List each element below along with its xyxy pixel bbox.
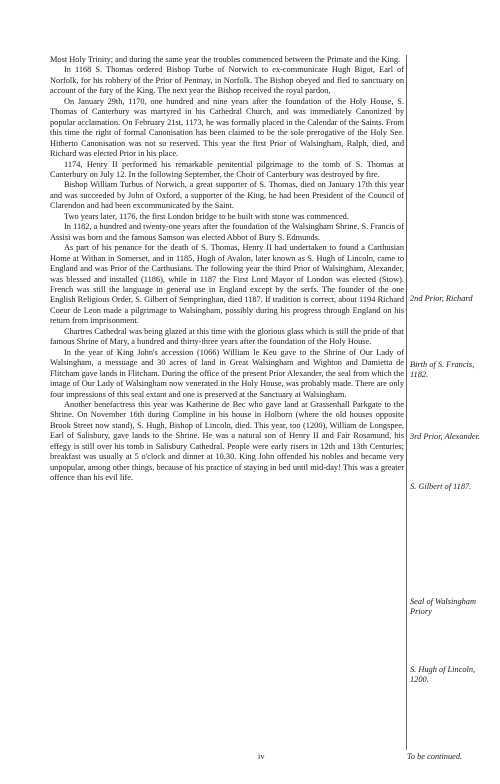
paragraph: Another benefactress this year was Katherine de Bec who gave land at Grassenhall Parkgate to the Shrine. On November 16th during Compline in his house in Holborn (where the old houses opposite Brook Street now stand), S. Hugh, Bishop of Lincoln, died. This year, too (1200), William de Longspee, Earl of Salisbury, gave lands to the Shrine. He was a natural son of Henry II and Fair Rosamund, his effegy is still over his tomb in Salisbury Cathedral. People were early risers in 12th and 13th Centuries; breakfast was usually at 5 o'clock and dinner at 10.30. King John offended his nobles and became very unpopular, among other things, because of his practice of staying in bed until mid-day! This was a greater offence than his evil life. <box>50 399 404 483</box>
paragraph: Bishop William Turbus of Norwich, a great supporter of S. Thomas, died on January 17th this year and was succeeded by John of Oxford, a supporter of the King, he had been President of the Council of Clarendon and had been excommunicated by the Saint. <box>50 180 404 211</box>
continued-note: To be continued. <box>407 752 463 761</box>
paragraph: As part of his penance for the death of S. Thomas, Henry II had undertaken to found a Carthusian Home at Withan in Somerset, and in 1185, Hugh of Avalon, later known as S. Hugh of Lincoln, came to England and was Prior of the Carthusians. The following year the third Prior of Walsingham, Alexander, was blessed and installed (1186), while in 1187 the First Lord Mayor of London was elected (Stow). French was still the language in general use in England except by the serfs. The founder of the one English Religious Order, S. Gilbert of Sempringhan, died 1187. If tradition is correct, about 1194 Richard Coeur de Leon made a pilgrimage to Walsingham, possibly during his progress through England on his return from imprisonment. <box>50 243 404 326</box>
paragraph: Two years later, 1176, the first London bridge to be built with stone was commenced. <box>64 211 349 221</box>
paragraph: On January 29th, 1170, one hundred and nine years after the foundation of the Holy House, S. Thomas of Canterbury was martyred in his Cathedral Church, and was immediately Canonized by popular acclamation. On February 21st, 1173, he was formally placed in the Calendar of the Saints. From this time the right of formal Canonisation has been claimed to be the sole prerogative of the Holy See. Hitherto Canonisation was not so reserved. This year the first Prior of Walsingham, Ralph, died, and Richard was elected Prior in his place. <box>50 96 404 159</box>
margin-note-2nd-prior: 2nd Prior, Richard <box>410 294 473 303</box>
margin-divider <box>406 55 407 750</box>
margin-note-seal: Seal of Walsingham Priory <box>410 597 476 617</box>
main-text-column <box>50 55 404 484</box>
paragraph: Most Holy Trinity; and during the same year the troubles commenced between the Primate and the King. <box>50 55 401 64</box>
page-footer <box>50 752 490 764</box>
paragraph: In 1168 S. Thomas ordered Bishop Turbe of Norwich to ex-communicate Hugh Bigot, Earl of Norfolk, for his robbery of the Prior of Pentnay, in Norfolk. The Bishop obeyed and fled to sanctuary on account of the fury of the King. The next year the Bishop received the royal pardon, <box>50 65 404 96</box>
paragraph: In the year of King John's accession (1066) William le Keu gave to the Shrine of Our Lady of Walsingham, a messuage and 30 acres of land in Great Walsingham and Wighton and Damietta de Flitcham gave lands in Flitcham. During the office of the present Prior Alexander, the seal from which the image of Our Lady of Walsingham now venerated in the Holy House, was probably made. There are only four impressions of this seal extant and one is preserved at the Sanctuary at Walsingham. <box>50 347 404 399</box>
paragraph: 1174, Henry II performed his remarkable penitential pilgrimage to the tomb of S. Thomas at Canterbury on July 12. In the following September, the Choir of Canterbury was destroyed by fire. <box>50 159 404 179</box>
margin-note-birth-of-francis: Birth of S. Francis, 1182. <box>410 360 475 380</box>
page-number: iv <box>258 752 265 761</box>
paragraph: Chartres Cathedral was being glazed at this time with the glorious glass which is still the pride of that famous Shrine of Mary, a hundred and thirty-three years after the foundation of the Holy House. <box>50 326 404 347</box>
margin-note-hugh: S. Hugh of Lincoln, 1200. <box>410 665 476 685</box>
margin-note-gilbert: S. Gilbert of 1187. <box>410 482 472 491</box>
paragraph: In 1182, a hundred and twenty-one years after the foundation of the Walsingham Shrine, S. Francis of Assisi was born and the famous Samson was elected Abbot of Bury S. Edmunds. <box>50 222 404 242</box>
margin-note-3rd-prior: 3rd Prior, Alexander. <box>410 432 480 441</box>
